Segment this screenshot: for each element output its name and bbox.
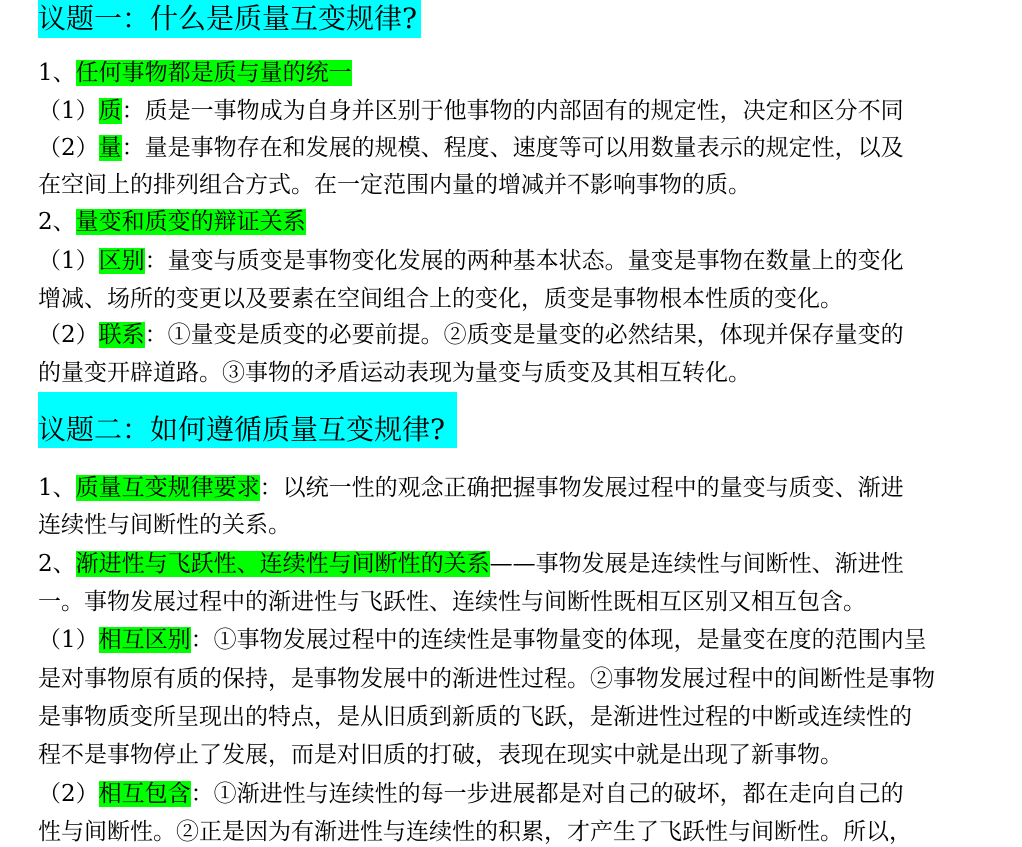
s1-point2a-text: ：量变与质变是事物变化发展的两种基本状态。量变是事物在数量上的变化 [144,248,904,274]
s2-point2a-text: ：①事物发展过程中的连续性是事物量变的体现，是量变在度的范围内呈 [190,627,927,653]
s1-point2b-key: 联系 [98,322,145,348]
s2-point1-key: 质量互变规律要求 [75,475,260,501]
section1-heading: 议题一：什么是质量互变规律? [38,0,421,38]
s1-point1-num: 1、 [38,60,76,86]
s2-point2-cont: 一。事物发展过程中的渐进性与飞跃性、连续性与间断性既相互区别又相互包含。 [38,589,866,615]
s2-point2-text: ——事物发展是连续性与间断性、渐进性 [489,551,904,577]
s1-point2-title: 量变和质变的辩证关系 [75,209,306,235]
s1-point2 [38,207,306,237]
s1-point2a-key: 区别 [98,248,145,274]
s1-point2b [38,320,904,350]
s1-point2b-text: ：①量变是质变的必要前提。②质变是量变的必然结果，体现并保存量变的 [144,322,904,348]
s1-point2a [38,246,904,276]
s1-point1a-text: ：质是一事物成为自身并区别于他事物的内部固有的规定性，决定和区分不同 [121,98,904,124]
s1-point2-num: 2、 [38,209,76,235]
s2-point2b-key: 相互包含 [98,781,191,807]
s2-point1 [38,473,904,503]
s2-point2a-num: （1） [38,627,99,653]
s1-point2b-cont: 的量变开辟道路。③事物的矛盾运动表现为量变与质变及其相互转化。 [38,360,751,386]
s1-point1b [38,133,904,163]
s2-point2b-num: （2） [38,781,99,807]
s1-point1a [38,96,904,126]
s1-point1a-key: 质 [98,98,122,124]
s2-point2b [38,779,904,809]
s2-point2a-cont3: 程不是事物停止了发展，而是对旧质的打破，表现在现实中就是出现了新事物。 [38,742,843,768]
s1-point1b-text: ：量是事物存在和发展的规模、程度、速度等可以用数量表示的规定性，以及 [121,135,904,161]
s1-point1 [38,58,352,88]
s2-point2a-cont1: 是对事物原有质的保持，是事物发展中的渐进性过程。②事物发展过程中的间断性是事物 [38,666,935,692]
s2-point2a-key: 相互区别 [98,627,191,653]
s2-point2b-cont: 性与间断性。②正是因为有渐进性与连续性的积累，才产生了飞跃性与间断性。所以， [38,819,912,845]
s2-point1-num: 1、 [38,475,76,501]
s1-point1a-num: （1） [38,98,99,124]
section2-heading: 议题二：如何遵循质量互变规律? [38,392,457,448]
s1-point2a-num: （1） [38,248,99,274]
s1-point1b-key: 量 [98,135,122,161]
s2-point1-text: ：以统一性的观念正确把握事物发展过程中的量变与质变、渐进 [259,475,904,501]
s2-point2 [38,549,904,579]
s2-point2a-cont2: 是事物质变所呈现出的特点，是从旧质到新质的飞跃，是渐进性过程的中断或连续性的 [38,704,912,730]
s2-point2-num: 2、 [38,551,76,577]
s1-point1-title: 任何事物都是质与量的统一 [75,60,352,86]
s1-point1b-cont: 在空间上的排列组合方式。在一定范围内量的增减并不影响事物的质。 [38,172,751,198]
s2-point2b-text: ：①渐进性与连续性的每一步进展都是对自己的破坏，都在走向自己的 [190,781,904,807]
s2-point1-cont: 连续性与间断性的关系。 [38,512,291,538]
s2-point2a [38,625,927,655]
s2-point2-key: 渐进性与飞跃性、连续性与间断性的关系 [75,551,490,577]
s1-point1b-num: （2） [38,135,99,161]
s1-point2a-cont: 增减、场所的变更以及要素在空间组合上的变化，质变是事物根本性质的变化。 [38,286,843,312]
s1-point2b-num: （2） [38,322,99,348]
